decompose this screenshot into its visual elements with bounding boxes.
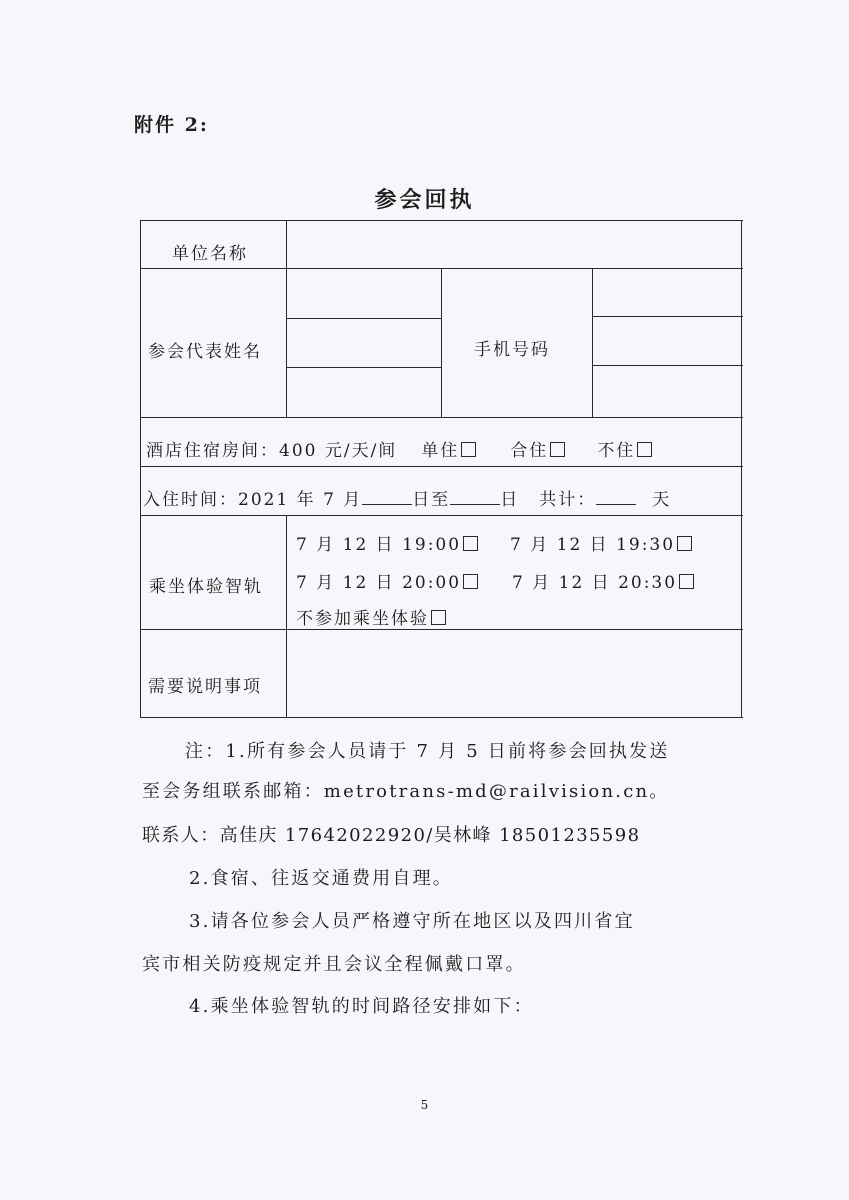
ride-option-2030 <box>512 568 694 593</box>
ride-option-none <box>296 604 446 629</box>
ride-option-1900-label: 7 月 12 日 19:00 <box>296 535 462 555</box>
checkin-total-days-field[interactable] <box>596 487 636 505</box>
ride-option-none-checkbox[interactable] <box>431 610 446 625</box>
ride-experience-label: 乘坐体验智轨 <box>149 577 263 597</box>
checkin-end-day-field[interactable] <box>450 487 500 505</box>
ride-option-1930 <box>510 530 692 555</box>
phone-number-field-1[interactable] <box>594 270 740 315</box>
ride-option-2000-label: 7 月 12 日 20:00 <box>296 573 462 593</box>
page-title: 参会回执 <box>374 187 475 213</box>
single-room-label: 单住 <box>421 441 460 461</box>
note-line-1: 注：1.所有参会人员请于 7 月 5 日前将参会回执发送 <box>185 741 670 762</box>
notes-field[interactable] <box>288 631 740 716</box>
reply-form-table <box>140 220 743 720</box>
checkin-days-unit: 天 <box>652 490 672 510</box>
attachment-label: 附件 2: <box>134 114 209 136</box>
note-line-2: 至会务组联系邮箱：metrotrans-md@railvision.cn。 <box>142 781 670 802</box>
ride-option-1930-checkbox[interactable] <box>677 536 692 551</box>
ride-option-none-label: 不参加乘坐体验 <box>296 609 429 629</box>
phone-number-field-3[interactable] <box>594 367 740 416</box>
phone-number-label: 手机号码 <box>474 340 550 360</box>
note-line-4: 2.食宿、往返交通费用自理。 <box>189 868 453 889</box>
ride-option-1900 <box>296 530 478 555</box>
ride-option-1900-checkbox[interactable] <box>463 536 478 551</box>
ride-option-2030-checkbox[interactable] <box>679 574 694 589</box>
unit-name-field[interactable] <box>288 222 740 267</box>
ride-option-1930-label: 7 月 12 日 19:30 <box>510 535 676 555</box>
note-line-6: 宾市相关防疫规定并且会议全程佩戴口罩。 <box>142 954 526 975</box>
single-room-checkbox[interactable] <box>461 442 476 457</box>
unit-name-label: 单位名称 <box>172 244 248 264</box>
hotel-room-row <box>146 436 652 461</box>
ride-option-2000-checkbox[interactable] <box>463 574 478 589</box>
ride-option-2030-label: 7 月 12 日 20:30 <box>512 573 678 593</box>
representative-name-field-3[interactable] <box>288 369 440 416</box>
ride-option-2000 <box>296 568 478 593</box>
no-room-label: 不住 <box>597 441 636 461</box>
representative-name-field-2[interactable] <box>288 320 440 366</box>
shared-room-label: 合住 <box>510 441 549 461</box>
checkin-row <box>143 485 671 510</box>
checkin-day-from-label: 日至 <box>412 490 451 510</box>
notes-label: 需要说明事项 <box>148 677 262 697</box>
checkin-start-day-field[interactable] <box>362 487 412 505</box>
hotel-room-label: 酒店住宿房间：400 元/天/间 <box>146 441 398 461</box>
shared-room-checkbox[interactable] <box>550 442 565 457</box>
note-line-3: 联系人：高佳庆 17642022920/吴林峰 18501235598 <box>142 825 641 846</box>
representative-name-label: 参会代表姓名 <box>148 342 262 362</box>
page-number: 5 <box>420 1098 429 1112</box>
representative-name-field-1[interactable] <box>288 270 440 317</box>
note-line-7: 4.乘坐体验智轨的时间路径安排如下： <box>189 996 534 1017</box>
checkin-total-label: 共计： <box>539 490 597 510</box>
phone-number-field-2[interactable] <box>594 318 740 364</box>
no-room-checkbox[interactable] <box>637 442 652 457</box>
checkin-day-to-label: 日 <box>500 490 520 510</box>
checkin-label: 入住时间：2021 年 7 月 <box>143 490 363 510</box>
note-line-5: 3.请各位参会人员严格遵守所在地区以及四川省宜 <box>189 911 635 932</box>
